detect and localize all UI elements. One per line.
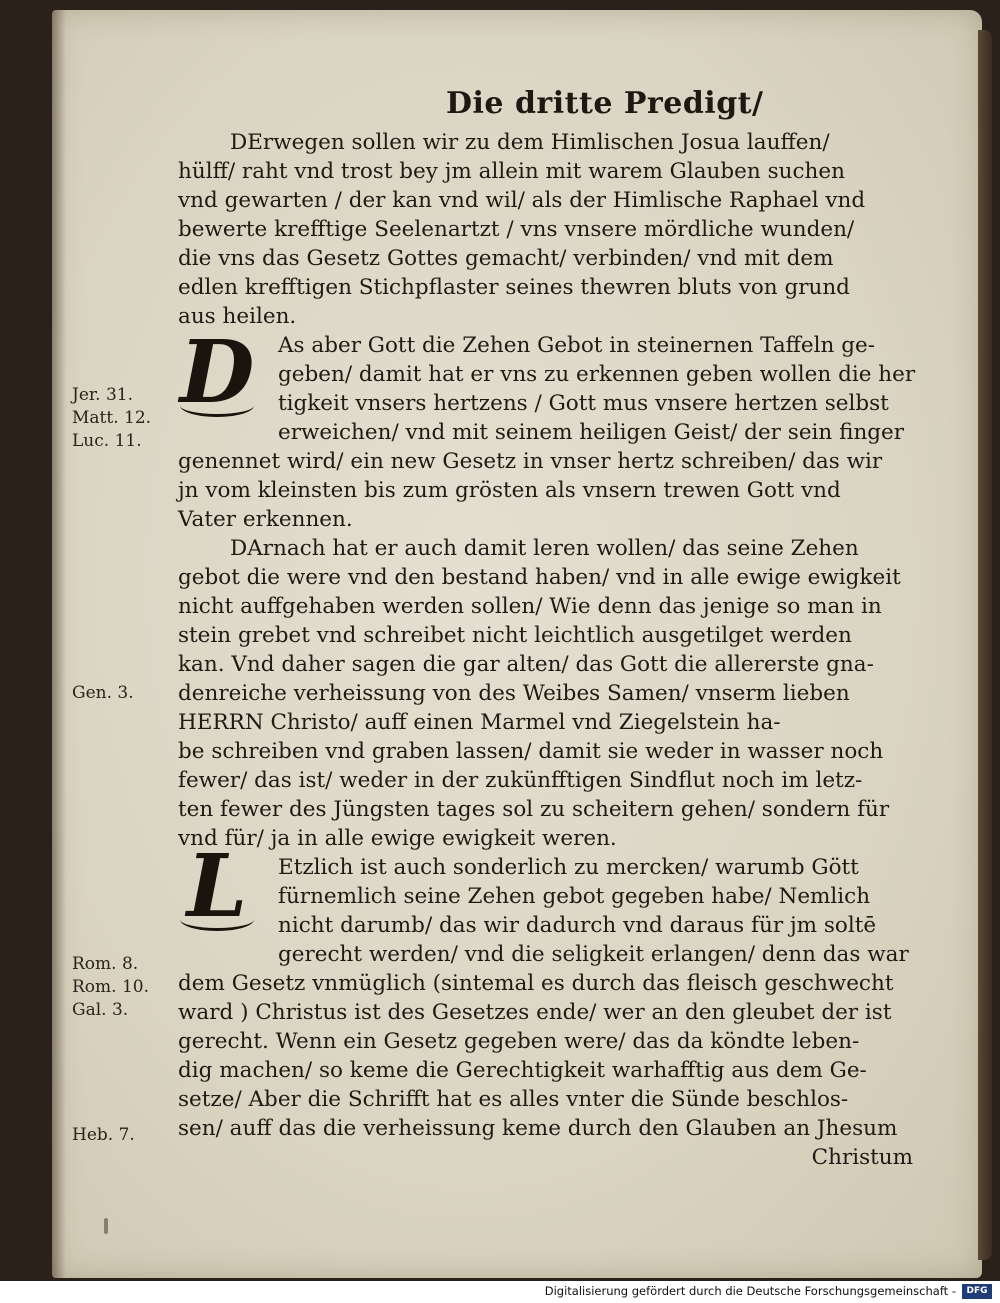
- text-line: HERRN Christo/ auff einen Marmel vnd Ziegelstein ha-: [178, 710, 781, 735]
- reference-line: Heb. 7.: [72, 1125, 135, 1145]
- reference-line: Jer. 31.: [72, 385, 133, 405]
- text-line: nicht darumb/ das wir dadurch vnd daraus für jm soltē: [278, 913, 877, 938]
- footer-credit: Digitalisierung gefördert durch die Deutsche Forschungsgemeinschaft -: [544, 1284, 956, 1298]
- text-line: vnd gewarten / der kan vnd wil/ als der Himlische Raphael vnd: [178, 188, 866, 213]
- text-line: kan. Vnd daher sagen die gar alten/ das Gott die allererste gna-: [178, 652, 874, 677]
- reference-line: Matt. 12.: [72, 408, 152, 428]
- text-line: setze/ Aber die Schrifft hat es alles vnter die Sünde beschlos-: [178, 1087, 849, 1112]
- page-title: Die dritte Predigt/: [446, 86, 764, 121]
- text-line: nicht auffgehaben werden sollen/ Wie denn das jenige so man in: [178, 594, 882, 619]
- page-edge: [978, 30, 992, 1260]
- text-line: Etzlich ist auch sonderlich zu mercken/ warumb Gött: [278, 855, 859, 880]
- text-line: dem Gesetz vnmüglich (sintemal es durch das fleisch geschwecht: [178, 971, 894, 996]
- text-line: aus heilen.: [178, 304, 297, 329]
- text-line: edlen krefftigen Stichpflaster seines thewren bluts von grund: [178, 275, 850, 300]
- text-line: As aber Gott die Zehen Gebot in steinernen Taffeln ge-: [278, 333, 875, 358]
- text-line: genennet wird/ ein new Gesetz in vnser hertz schreiben/ das wir: [178, 449, 883, 474]
- text-line: gerecht. Wenn ein Gesetz gegeben were/ das da köndte leben-: [178, 1029, 860, 1054]
- text-line: bewerte krefftige Seelenartzt / vns vnsere mördliche wunden/: [178, 217, 855, 242]
- drop-capital-letter: L: [186, 836, 248, 937]
- reference-line: Gal. 3.: [72, 1000, 129, 1020]
- dfg-logo: DFG: [962, 1284, 992, 1299]
- text-line: tigkeit vnsers hertzens / Gott mus vnsere hertzen selbst: [278, 391, 889, 416]
- text-line: Vater erkennen.: [178, 507, 353, 532]
- text-line: hülff/ raht vnd trost bey jm allein mit warem Glauben suchen: [178, 159, 845, 184]
- text-line: dig machen/ so keme die Gerechtigkeit warhafftig aus dem Ge-: [178, 1058, 867, 1083]
- text-line: gerecht werden/ vnd die seligkeit erlangen/ denn das war: [278, 942, 909, 967]
- text-line: denreiche verheissung von des Weibes Samen/ vnserm lieben: [178, 681, 850, 706]
- text-line: fürnemlich seine Zehen gebot gegeben habe/ Nemlich: [278, 884, 871, 909]
- body-text: [178, 128, 916, 1172]
- marginal-reference: [72, 1124, 182, 1147]
- text-line: vnd für/ ja in alle ewige ewigkeit weren.: [178, 826, 617, 851]
- page-mark: [104, 1218, 108, 1234]
- reference-line: Luc. 11.: [72, 431, 142, 451]
- text-line: DArnach hat er auch damit leren wollen/ das seine Zehen: [230, 536, 859, 561]
- reference-line: Gen. 3.: [72, 683, 134, 703]
- text-line: ward ) Christus ist des Gesetzes ende/ wer an den gleubet der ist: [178, 1000, 892, 1025]
- drop-capital-letter: D: [179, 322, 255, 423]
- text-line: stein grebet vnd schreibet nicht leichtlich ausgetilget werden: [178, 623, 852, 648]
- text-line: gebot die were vnd den bestand haben/ vnd in alle ewige ewigkeit: [178, 565, 901, 590]
- text-line: ten fewer des Jüngsten tages sol zu scheitern gehen/ sondern für: [178, 797, 890, 822]
- marginal-reference: [72, 384, 182, 453]
- text-line: DErwegen sollen wir zu dem Himlischen Josua lauffen/: [230, 130, 830, 155]
- text-line: fewer/ das ist/ weder in der zukünfftigen Sindflut noch im letz-: [178, 768, 863, 793]
- reference-line: Rom. 8.: [72, 954, 139, 974]
- marginal-reference: [72, 953, 182, 1022]
- catchword: Christum: [811, 1145, 913, 1170]
- text-line: geben/ damit hat er vns zu erkennen geben wollen die her: [278, 362, 916, 387]
- text-line: be schreiben vnd graben lassen/ damit sie weder in wasser noch: [178, 739, 884, 764]
- page-spine-shadow: [52, 10, 66, 1278]
- text-line: die vns das Gesetz Gottes gemacht/ verbinden/ vnd mit dem: [178, 246, 834, 271]
- text-line: jn vom kleinsten bis zum grösten als vnsern trewen Gott vnd: [178, 478, 841, 503]
- reference-line: Rom. 10.: [72, 977, 149, 997]
- marginal-reference: [72, 682, 182, 705]
- text-line: sen/ auff das die verheissung keme durch den Glauben an Jhesum: [178, 1116, 898, 1141]
- text-line: erweichen/ vnd mit seinem heiligen Geist/ der sein finger: [278, 420, 905, 445]
